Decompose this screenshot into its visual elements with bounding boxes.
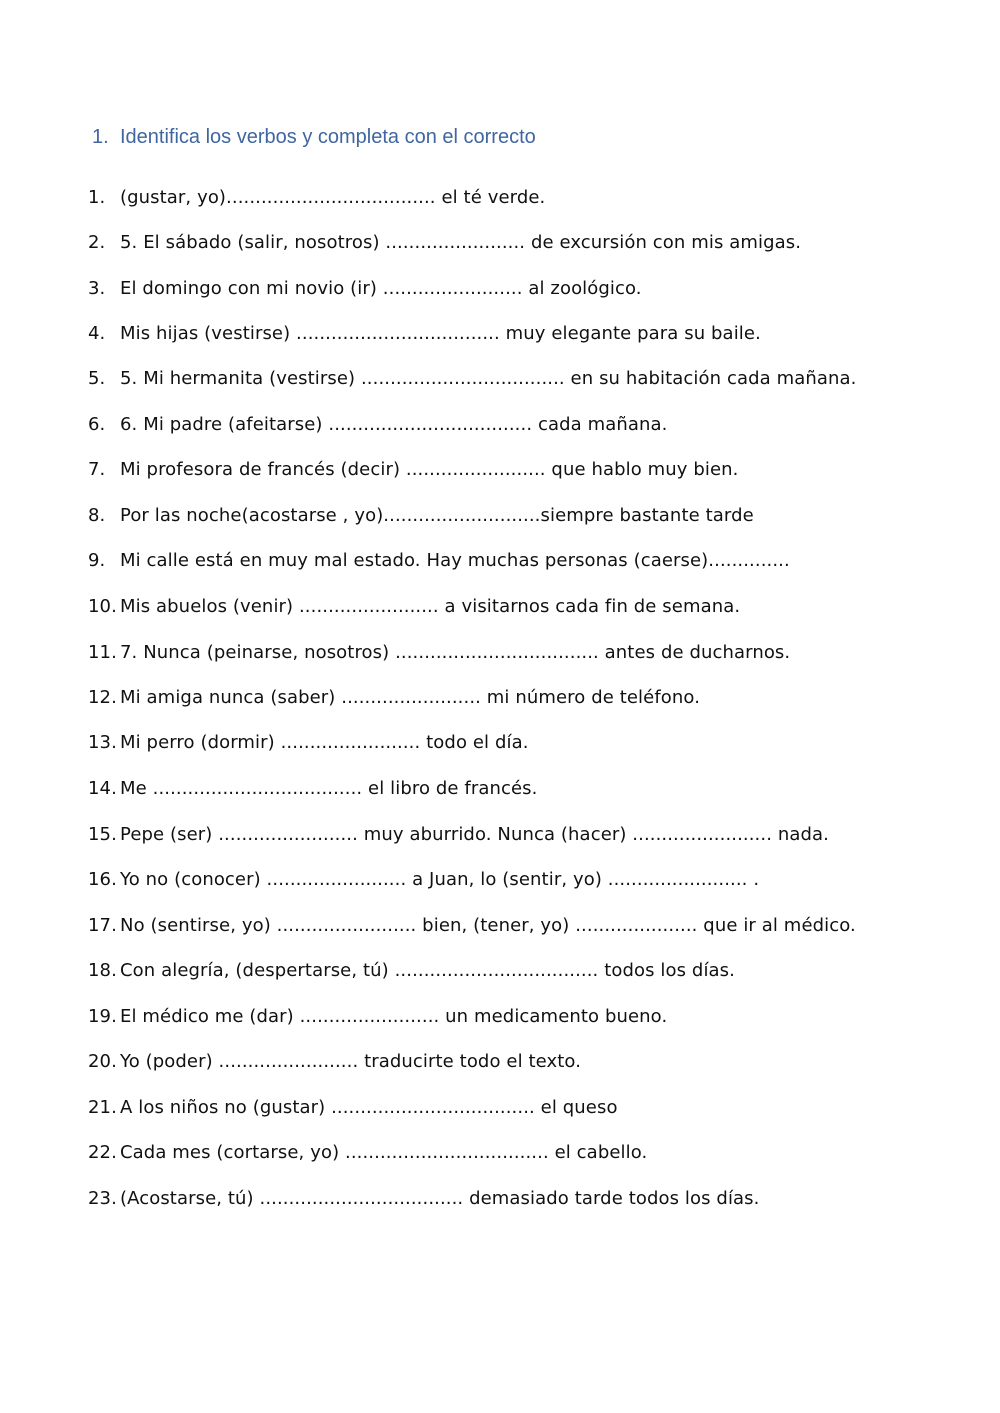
item-number: 8. xyxy=(88,505,106,526)
item-sentence: Mi calle está en muy mal estado. Hay muchas personas (caerse).............. xyxy=(120,550,790,571)
item-sentence: Cada mes (cortarse, yo) ................................... el cabello. xyxy=(120,1142,648,1163)
item-number: 11. xyxy=(88,642,117,663)
item-sentence: Con alegría, (despertarse, tú) ................................... todos los días. xyxy=(120,960,735,981)
item-number: 13. xyxy=(88,732,117,753)
item-sentence: Yo (poder) ........................ traducirte todo el texto. xyxy=(120,1051,582,1072)
item-sentence: Yo no (conocer) ........................ a Juan, lo (sentir, yo) ........................ . xyxy=(120,869,760,890)
item-sentence: Mi amiga nunca (saber) ........................ mi número de teléfono. xyxy=(120,687,701,708)
item-number: 12. xyxy=(88,687,117,708)
item-sentence: El domingo con mi novio (ir) ........................ al zoológico. xyxy=(120,278,642,299)
item-number: 7. xyxy=(88,459,106,480)
item-number: 4. xyxy=(88,323,106,344)
item-sentence: Me .................................... el libro de francés. xyxy=(120,778,538,799)
exercise-item xyxy=(88,911,856,941)
exercise-item xyxy=(88,410,667,440)
item-number: 10. xyxy=(88,596,117,617)
item-sentence: A los niños no (gustar) ................................... el queso xyxy=(120,1097,618,1118)
item-sentence: 5. El sábado (salir, nosotros) ........................ de excursión con mis amigas. xyxy=(120,232,802,253)
exercise-item xyxy=(88,1093,618,1123)
item-number: 17. xyxy=(88,915,117,936)
item-number: 3. xyxy=(88,278,106,299)
item-sentence: Mi profesora de francés (decir) ........................ que hablo muy bien. xyxy=(120,459,739,480)
item-sentence: (Acostarse, tú) ................................... demasiado tarde todos los días. xyxy=(120,1188,760,1209)
item-number: 5. xyxy=(88,368,106,389)
item-sentence: (gustar, yo).................................... el té verde. xyxy=(120,187,546,208)
exercise-item xyxy=(88,1002,667,1032)
exercise-number: 1. xyxy=(92,126,109,148)
item-number: 1. xyxy=(88,187,106,208)
item-number: 21. xyxy=(88,1097,117,1118)
item-sentence: 7. Nunca (peinarse, nosotros) ................................... antes de ducharnos. xyxy=(120,642,791,663)
item-sentence: Por las noche(acostarse , yo)...........................siempre bastante tarde xyxy=(120,505,754,526)
exercise-item xyxy=(88,1184,760,1214)
exercise-heading xyxy=(92,126,536,149)
exercise-item xyxy=(88,546,790,576)
item-number: 19. xyxy=(88,1006,117,1027)
exercise-item xyxy=(88,274,642,304)
exercise-item xyxy=(88,683,700,713)
item-number: 22. xyxy=(88,1142,117,1163)
item-number: 6. xyxy=(88,414,106,435)
item-number: 14. xyxy=(88,778,117,799)
item-number: 23. xyxy=(88,1188,117,1209)
exercise-item xyxy=(88,455,739,485)
exercise-item xyxy=(88,183,545,213)
item-sentence: 6. Mi padre (afeitarse) ................................... cada mañana. xyxy=(120,414,668,435)
item-number: 20. xyxy=(88,1051,117,1072)
exercise-item xyxy=(88,820,829,850)
exercise-item xyxy=(88,228,801,258)
item-sentence: Mis abuelos (venir) ........................ a visitarnos cada fin de semana. xyxy=(120,596,741,617)
exercise-item xyxy=(88,592,740,622)
exercise-item xyxy=(88,319,761,349)
item-sentence: Mi perro (dormir) ........................ todo el día. xyxy=(120,732,529,753)
exercise-item xyxy=(88,638,790,668)
item-number: 2. xyxy=(88,232,106,253)
item-sentence: Pepe (ser) ........................ muy aburrido. Nunca (hacer) ........................ nada. xyxy=(120,824,829,845)
item-number: 9. xyxy=(88,550,106,571)
item-number: 16. xyxy=(88,869,117,890)
exercise-instructions: Identifica los verbos y completa con el correcto xyxy=(120,126,536,148)
item-sentence: El médico me (dar) ........................ un medicamento bueno. xyxy=(120,1006,668,1027)
item-sentence: Mis hijas (vestirse) ................................... muy elegante para su baile. xyxy=(120,323,761,344)
exercise-item xyxy=(88,865,759,895)
item-number: 18. xyxy=(88,960,117,981)
exercise-item xyxy=(88,1047,581,1077)
exercise-item xyxy=(88,364,856,394)
exercise-item xyxy=(88,501,754,531)
exercise-item xyxy=(88,1138,647,1168)
item-number: 15. xyxy=(88,824,117,845)
exercise-item xyxy=(88,774,537,804)
item-sentence: No (sentirse, yo) ........................ bien, (tener, yo) ..................... que ir al médico. xyxy=(120,915,856,936)
exercise-item xyxy=(88,956,735,986)
exercise-item xyxy=(88,728,529,758)
item-sentence: 5. Mi hermanita (vestirse) ................................... en su habitación cada mañana. xyxy=(120,368,857,389)
